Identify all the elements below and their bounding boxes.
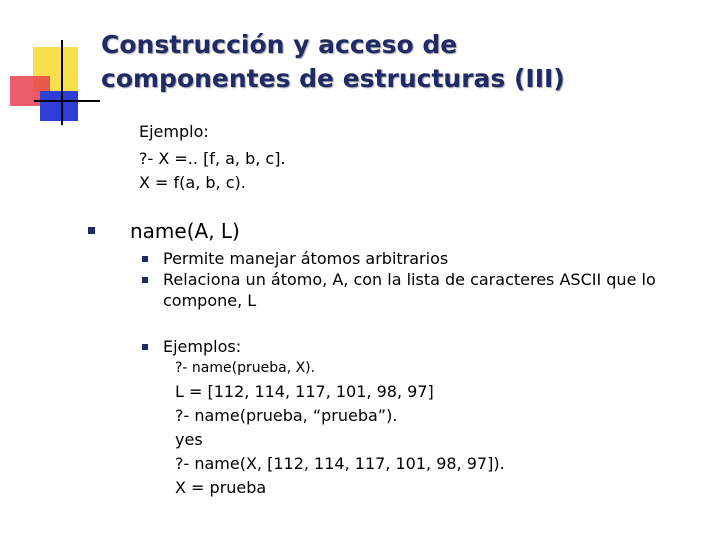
slide-title	[101, 28, 701, 96]
code-line-5: ?- name(X, [112, 114, 117, 101, 98, 97]).	[175, 454, 505, 473]
sub-bullet-1: Permite manejar átomos arbitrarios	[163, 249, 449, 268]
slide-title-line-1: Construcción y acceso de	[101, 30, 458, 59]
bullet-marker	[88, 227, 95, 234]
code-line-4: yes	[175, 430, 203, 449]
logo-blue-square	[40, 91, 78, 121]
code-line-1: ?- name(prueba, X).	[175, 360, 316, 376]
code-line-3: ?- name(prueba, “prueba”).	[175, 406, 398, 425]
example-line-1: ?- X =.. [f, a, b, c].	[139, 149, 286, 168]
sub-bullet-2: Relaciona un átomo, A, con la lista de caracteres ASCII que lo	[163, 270, 656, 289]
example-label: Ejemplo:	[139, 122, 209, 141]
sub-bullet-3: Ejemplos:	[163, 337, 242, 356]
sub-bullet-marker	[142, 256, 148, 262]
slide-title-line-2: componentes de estructuras (III)	[101, 64, 565, 93]
sub-bullet-marker	[142, 277, 148, 283]
code-line-2: L = [112, 114, 117, 101, 98, 97]	[175, 382, 434, 401]
code-line-6: X = prueba	[175, 478, 267, 497]
bullet-name-predicate: name(A, L)	[130, 219, 240, 243]
sub-bullet-2-continuation: compone, L	[163, 291, 257, 310]
sub-bullet-marker	[142, 344, 148, 350]
example-line-2: X = f(a, b, c).	[139, 173, 246, 192]
slide-logo	[0, 0, 100, 125]
